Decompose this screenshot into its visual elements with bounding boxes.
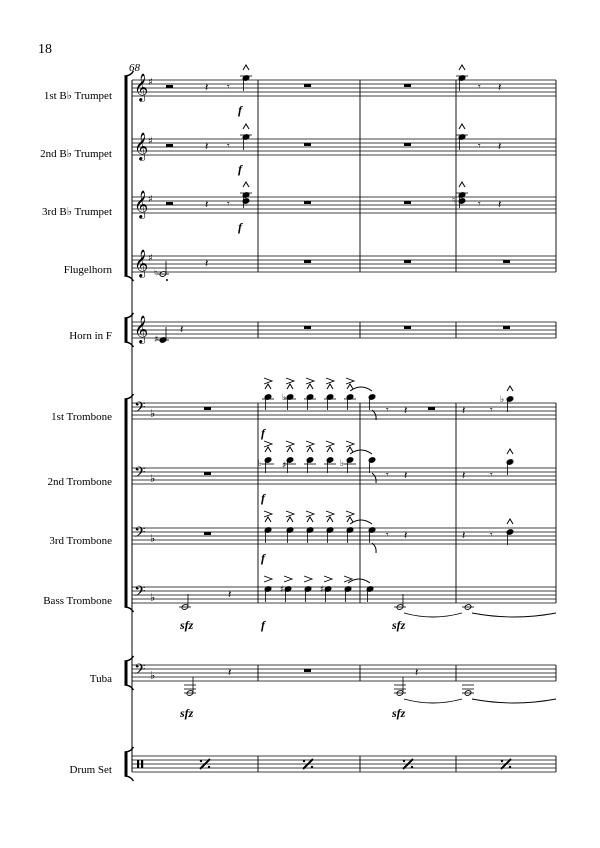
- marcato-icon: [287, 517, 293, 522]
- quarter-rest-icon: 𝄽: [462, 404, 466, 417]
- eighth-rest-icon: 𝄾: [490, 405, 493, 416]
- staff-tuba: [132, 665, 556, 681]
- quarter-rest-icon: 𝄽: [404, 404, 408, 417]
- marcato-icon: [243, 124, 249, 129]
- whole-rest-icon: [304, 260, 311, 263]
- marcato-icon: [307, 384, 313, 389]
- eighth-rest-icon: 𝄾: [478, 141, 481, 152]
- marcato-icon: [459, 182, 465, 187]
- tie: [350, 450, 372, 454]
- label-bass-trombone: Bass Trombone: [43, 595, 112, 607]
- measure-repeat-dot: [208, 766, 210, 768]
- dynamic-sforzando: sfz: [180, 618, 194, 632]
- key-flat-icon: ♭: [150, 407, 156, 420]
- treble-clef-icon: 𝄞: [134, 249, 149, 277]
- whole-rest-icon: [503, 326, 510, 329]
- bass-clef-icon: 𝄢: [134, 524, 146, 545]
- whole-rest-icon: [404, 143, 411, 146]
- flat-icon: ♭: [340, 459, 345, 469]
- marcato-icon: [243, 65, 249, 70]
- label-2nd-trombone: 2nd Trombone: [47, 476, 112, 488]
- whole-rest-icon: [304, 326, 311, 329]
- staff-hn: [132, 322, 556, 338]
- staff-flg: [132, 256, 556, 272]
- tie: [404, 699, 462, 703]
- quarter-rest-icon: 𝄽: [498, 198, 502, 211]
- dynamic-forte: f: [238, 162, 242, 176]
- whole-rest-icon: [204, 472, 211, 475]
- marcato-icon: [327, 447, 333, 452]
- key-sharp-icon: ♯: [148, 194, 153, 205]
- note-flag: [372, 543, 376, 553]
- key-sharp-icon: ♯: [148, 136, 153, 147]
- quarter-rest-icon: 𝄽: [404, 469, 408, 482]
- eighth-rest-icon: 𝄾: [227, 141, 230, 152]
- whole-rest-icon: [503, 260, 510, 263]
- marcato-icon: [347, 517, 353, 522]
- key-flat-icon: ♭: [150, 532, 156, 545]
- flat-icon: ♭: [500, 395, 505, 405]
- accent-icon: [324, 576, 332, 582]
- quarter-rest-icon: 𝄽: [498, 140, 502, 153]
- staccato-dot: [166, 279, 168, 281]
- quarter-rest-icon: 𝄽: [205, 140, 209, 153]
- page-number: 18: [38, 42, 52, 57]
- treble-clef-icon: 𝄞: [134, 132, 149, 160]
- marcato-icon: [327, 384, 333, 389]
- whole-rest-icon: [304, 669, 311, 672]
- whole-rest-icon: [404, 84, 411, 87]
- label-2nd-trumpet: 2nd B♭ Trumpet: [40, 148, 112, 160]
- eighth-rest-icon: 𝄾: [478, 82, 481, 93]
- quarter-rest-icon: 𝄽: [404, 529, 408, 542]
- bracket-hook-bottom: [125, 776, 134, 781]
- natural-icon: ♮: [154, 269, 158, 279]
- treble-clef-icon: 𝄞: [134, 315, 149, 343]
- marcato-icon: [347, 384, 353, 389]
- measure-repeat-dot: [509, 766, 511, 768]
- marcato-icon: [327, 517, 333, 522]
- whole-rest-icon: [204, 532, 211, 535]
- flat-icon: ♭: [258, 459, 263, 469]
- quarter-rest-icon: 𝄽: [462, 469, 466, 482]
- accent-icon: [304, 576, 312, 582]
- key-sharp-icon: ♯: [148, 253, 153, 264]
- whole-rest-icon: [204, 407, 211, 410]
- bass-clef-icon: 𝄢: [134, 583, 146, 604]
- measure-number: 68: [129, 62, 140, 74]
- marcato-icon: [287, 384, 293, 389]
- eighth-rest-icon: 𝄾: [386, 530, 389, 541]
- marcato-icon: [307, 517, 313, 522]
- key-flat-icon: ♭: [150, 591, 156, 604]
- whole-rest-icon: [304, 143, 311, 146]
- measure-repeat-dot: [303, 760, 305, 762]
- measure-repeat-dot: [200, 760, 202, 762]
- label-flugelhorn: Flugelhorn: [63, 264, 112, 276]
- quarter-rest-icon: 𝄽: [498, 81, 502, 94]
- measure-repeat-dot: [311, 766, 313, 768]
- marcato-icon: [507, 449, 513, 454]
- staff-drums: [132, 756, 556, 772]
- quarter-rest-icon: 𝄽: [180, 323, 184, 336]
- treble-clef-icon: 𝄞: [134, 190, 149, 218]
- tie: [350, 387, 372, 391]
- marcato-icon: [243, 182, 249, 187]
- quarter-rest-icon: 𝄽: [462, 529, 466, 542]
- label-3rd-trombone: 3rd Trombone: [49, 535, 112, 547]
- tie: [472, 613, 556, 617]
- dynamic-forte: f: [238, 220, 242, 234]
- eighth-rest-icon: 𝄾: [478, 199, 481, 210]
- percussion-clef-icon: [137, 760, 139, 768]
- key-flat-icon: ♭: [150, 472, 156, 485]
- staff-tpt1: [132, 80, 556, 96]
- staff-btbn: [132, 587, 556, 603]
- half-rest-icon: [166, 144, 173, 147]
- marcato-icon: [347, 447, 353, 452]
- sharp-icon: ♯: [282, 461, 287, 471]
- marcato-icon: [507, 519, 513, 524]
- label-horn: Horn in F: [69, 330, 112, 342]
- bracket-hook-top: [125, 71, 134, 76]
- flat-icon: ♭: [282, 393, 287, 403]
- staff-tpt3: [132, 197, 556, 213]
- dynamic-sforzando: sfz: [392, 706, 406, 720]
- whole-rest-icon: [304, 201, 311, 204]
- label-3rd-trumpet: 3rd B♭ Trumpet: [42, 206, 112, 218]
- percussion-clef-icon: [141, 760, 143, 768]
- marcato-icon: [307, 447, 313, 452]
- marcato-icon: [459, 65, 465, 70]
- label-drum-set: Drum Set: [69, 764, 112, 776]
- quarter-rest-icon: 𝄽: [205, 81, 209, 94]
- whole-rest-icon: [428, 407, 435, 410]
- key-sharp-icon: ♯: [148, 77, 153, 88]
- accent-icon: [264, 576, 272, 582]
- whole-rest-icon: [304, 84, 311, 87]
- quarter-rest-icon: 𝄽: [415, 666, 419, 679]
- dynamic-sforzando: sfz: [392, 618, 406, 632]
- bass-clef-icon: 𝄢: [134, 464, 146, 485]
- dynamic-forte: f: [261, 551, 265, 565]
- half-rest-icon: [166, 202, 173, 205]
- label-tuba: Tuba: [89, 673, 112, 685]
- treble-clef-icon: 𝄞: [134, 73, 149, 101]
- label-1st-trombone: 1st Trombone: [51, 411, 112, 423]
- sharp-icon: ♯: [154, 335, 159, 345]
- measure-repeat-dot: [411, 766, 413, 768]
- tie: [472, 699, 556, 703]
- eighth-rest-icon: 𝄾: [386, 470, 389, 481]
- eighth-rest-icon: 𝄾: [227, 82, 230, 93]
- accent-icon: [284, 576, 292, 582]
- measure-repeat-dot: [501, 760, 503, 762]
- dynamic-forte: f: [261, 426, 265, 440]
- tie: [350, 520, 372, 524]
- marcato-icon: [459, 124, 465, 129]
- whole-rest-icon: [404, 260, 411, 263]
- eighth-rest-icon: 𝄾: [386, 405, 389, 416]
- marcato-icon: [507, 386, 513, 391]
- quarter-rest-icon: 𝄽: [228, 666, 232, 679]
- dynamic-forte: f: [261, 618, 265, 632]
- staff-tpt2: [132, 139, 556, 155]
- bass-clef-icon: 𝄢: [134, 661, 146, 682]
- label-1st-trumpet: 1st B♭ Trumpet: [43, 90, 112, 102]
- marcato-icon: [265, 447, 271, 452]
- quarter-rest-icon: 𝄽: [205, 257, 209, 270]
- marcato-icon: [265, 384, 271, 389]
- dynamic-sforzando: sfz: [180, 706, 194, 720]
- half-rest-icon: [166, 85, 173, 88]
- dynamic-forte: f: [261, 491, 265, 505]
- sharp-icon: ♯: [320, 585, 325, 595]
- dynamic-forte: f: [238, 103, 242, 117]
- whole-rest-icon: [404, 201, 411, 204]
- eighth-rest-icon: 𝄾: [490, 530, 493, 541]
- note-flag: [372, 473, 376, 483]
- eighth-rest-icon: 𝄾: [490, 470, 493, 481]
- marcato-icon: [287, 447, 293, 452]
- whole-rest-icon: [404, 326, 411, 329]
- eighth-rest-icon: 𝄾: [227, 199, 230, 210]
- natural-icon: ♮: [452, 196, 456, 206]
- bass-clef-icon: 𝄢: [134, 399, 146, 420]
- sharp-icon: ♯: [280, 585, 285, 595]
- marcato-icon: [265, 517, 271, 522]
- tie: [404, 613, 462, 617]
- quarter-rest-icon: 𝄽: [205, 198, 209, 211]
- quarter-rest-icon: 𝄽: [228, 588, 232, 601]
- measure-repeat-dot: [403, 760, 405, 762]
- key-flat-icon: ♭: [150, 669, 156, 682]
